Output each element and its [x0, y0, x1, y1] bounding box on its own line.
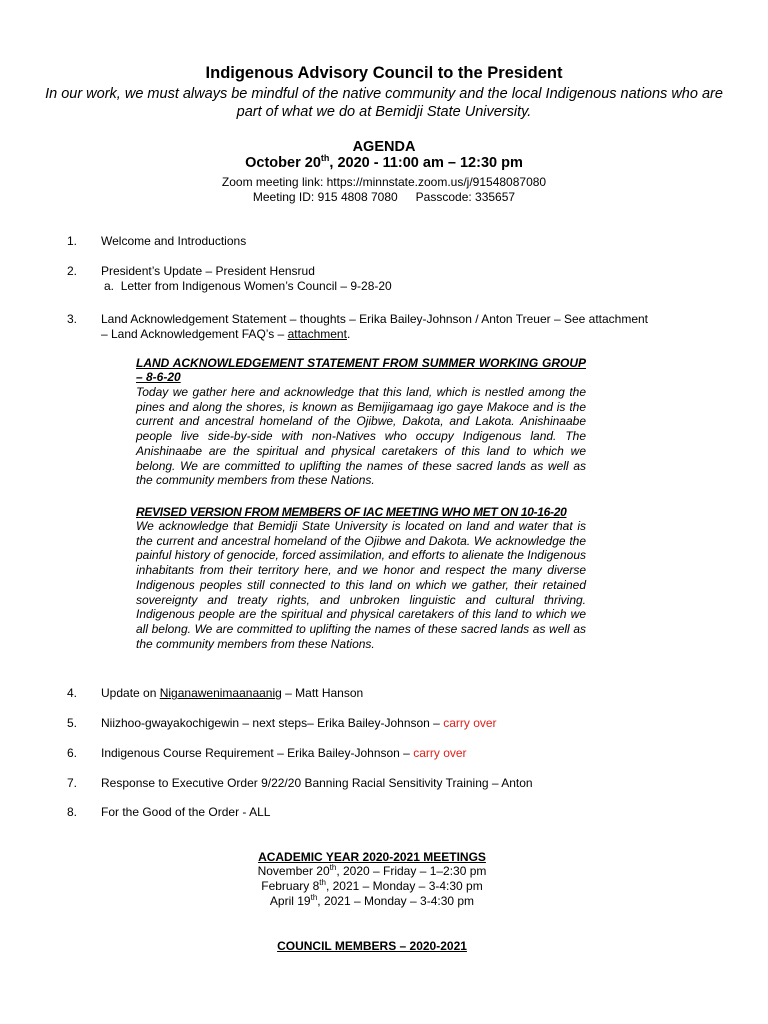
m2-post: , 2021 – Monday – 3-4:30 pm — [325, 879, 483, 893]
statement-1-heading: LAND ACKNOWLEDGEMENT STATEMENT FROM SUMMER WORKING GROUP – 8-6-20 — [136, 356, 586, 384]
item-text: President’s Update – President Hensrud — [101, 264, 315, 278]
item-number: 7. — [67, 776, 78, 790]
date-pre: October 20 — [245, 155, 321, 171]
m1-sup: th — [329, 863, 337, 872]
m3-sup: th — [310, 893, 318, 902]
date-post: , 2020 - 11:00 am – 12:30 pm — [329, 155, 523, 171]
period: . — [346, 327, 351, 341]
item-number: 3. — [67, 312, 78, 326]
m3-post: , 2021 – Monday – 3-4:30 pm — [317, 894, 475, 908]
subitem-text: Letter from Indigenous Women’s Council – 9-28-20 — [120, 279, 392, 293]
m1-pre: November 20 — [257, 864, 330, 878]
date-suffix: th — [320, 153, 330, 164]
statement-1-body: Today we gather here and acknowledge that this land, which is nestled among the pines and along the shores, is known as Bemijigamaag igo gaye Makoce and is the current and ancestral homeland of the Ojibwe, Dakota, and Lakota. Anishinaabe people live side-by-side with non-Natives who occupy Indigenous land. The Anishinaabe are the spiritual and physical caretakers of this land to which we belong. We are committed to uplifting the names of these sacred lands as well as the community members from these Nations. — [136, 385, 586, 488]
item-number: 2. — [67, 264, 78, 278]
meeting-id: Meeting ID: 915 4808 7080 — [252, 190, 398, 204]
zoom-credentials — [0, 190, 768, 205]
niganawenimaanaanig-link[interactable]: Niganawenimaanaanig — [159, 686, 282, 700]
zoom-link[interactable]: Zoom meeting link: https://minnstate.zoom.us/j/91548087080 — [221, 175, 547, 189]
m1-post: , 2020 – Friday – 1–2:30 pm — [336, 864, 487, 878]
passcode: Passcode: 335657 — [415, 190, 516, 204]
agenda-heading: AGENDA — [352, 139, 416, 155]
agenda-subitem-2a — [104, 279, 392, 294]
m2-pre: February 8 — [261, 879, 320, 893]
m3-pre: April 19 — [269, 894, 311, 908]
item-number: 5. — [67, 716, 78, 730]
item-text — [101, 716, 497, 731]
item-number: 4. — [67, 686, 78, 700]
item-text: Land Acknowledgement Statement – thoughts – Erika Bailey-Johnson / Anton Treuer – See attachment — [101, 312, 649, 326]
meeting-date-3 — [0, 894, 744, 909]
attachment-link[interactable]: attachment — [287, 327, 347, 341]
zoom-info — [0, 175, 768, 205]
item-number: 8. — [67, 805, 78, 819]
meeting-date-1 — [0, 864, 744, 879]
item-number: 6. — [67, 746, 78, 760]
item-text-2: – Land Acknowledgement FAQ’s – — [101, 327, 288, 341]
document-title: Indigenous Advisory Council to the President — [205, 64, 563, 82]
mission-intro: In our work, we must always be mindful of the native community and the local Indigenous nations who are part of what we do at Bemidji State University. — [45, 86, 723, 120]
item-text: Welcome and Introductions — [101, 234, 247, 248]
meetings-heading: ACADEMIC YEAR 2020-2021 MEETINGS — [258, 850, 486, 864]
m2-sup: th — [319, 878, 326, 887]
carry-over-note: carry over — [443, 716, 497, 730]
carry-over-note: carry over — [413, 746, 467, 760]
item-post: – Matt Hanson — [281, 686, 364, 700]
item-main: Niizhoo-gwayakochigewin – next steps– Erika Bailey-Johnson – — [101, 716, 444, 730]
statement-2-body: We acknowledge that Bemidji State University is located on land and water that is the current and ancestral homeland of the Ojibwe and Dakota. We acknowledge the painful history of genocide, forced assimilation, and efforts to alienate the Indigenous inhabitants from their territory here, and we honor and respect the many diverse Indigenous peoples still connected to this land on which we gather, their retained sovereignty and treaty rights, and unbroken linguistic and cultural thriving. Indigenous people are the spiritual and physical caretakers of this land to which we all belong. We are committed to uplifting the names of these sacred lands as well as the community members from these Nations. — [136, 519, 586, 651]
meeting-date — [0, 155, 768, 171]
item-pre: Update on — [101, 686, 160, 700]
meeting-date-2 — [0, 879, 744, 894]
item-main: Indigenous Course Requirement – Erika Bailey-Johnson – — [101, 746, 414, 760]
item-number: 1. — [67, 234, 78, 248]
subitem-letter: a. — [104, 279, 115, 293]
statement-2-heading: REVISED VERSION FROM MEMBERS OF IAC MEETING WHO MET ON 10-16-20 — [136, 505, 567, 519]
item-text: For the Good of the Order - ALL — [101, 805, 271, 819]
agenda-item-3-continued — [101, 327, 350, 342]
item-text — [101, 746, 467, 761]
item-text: Response to Executive Order 9/22/20 Banning Racial Sensitivity Training – Anton — [101, 776, 533, 790]
council-heading: COUNCIL MEMBERS – 2020-2021 — [277, 939, 467, 953]
item-text — [101, 686, 363, 701]
